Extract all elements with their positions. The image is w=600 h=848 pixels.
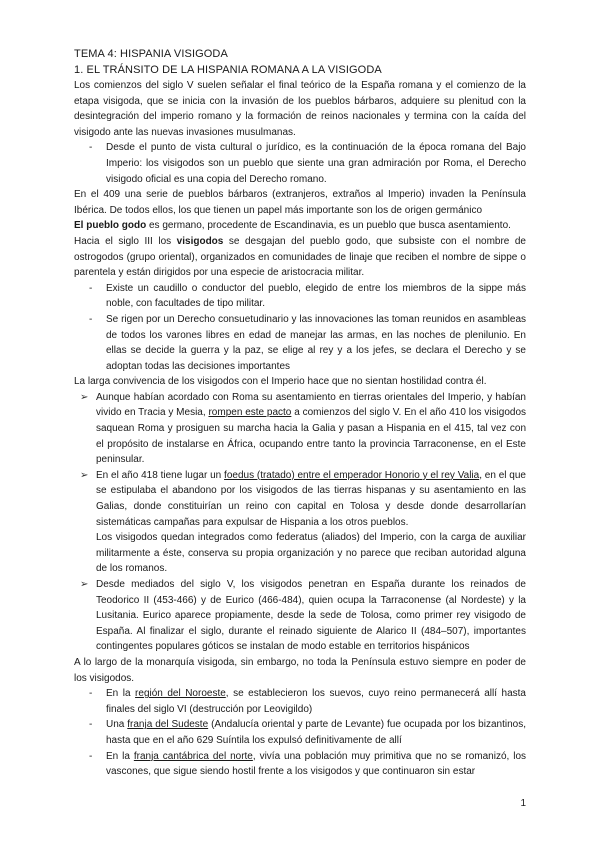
underlined-text: región del Noroeste [135, 688, 226, 700]
bold-term: El pueblo godo [74, 220, 147, 232]
arrow-list [74, 390, 526, 530]
underlined-text: foedus (tratado) entre el emperador Honorio y el rey Valia [224, 469, 480, 481]
paragraph-monarquia: A lo largo de la monarquía visigoda, sin embargo, no toda la Península estuvo siempre en poder de los visigodos. [74, 656, 526, 684]
dash-list-2 [74, 281, 526, 375]
underlined-text: franja cantábrica del norte [133, 750, 253, 762]
arrow-bullet-icon: ➢ [80, 579, 89, 590]
arrow-continuation: Los visigodos quedan integrados como federatus (aliados) del Imperio, con la carga de auxiliar militarmente a éste, conserva su propia organización y no parece que reciban autoridad alguna de los romanos. [96, 532, 526, 575]
document-title: TEMA 4: HISPANIA VISIGODA [74, 48, 228, 60]
underlined-text: rompen este pacto [208, 407, 292, 419]
paragraph-pueblo-godo: El pueblo godo es germano, procedente de Escandinavia, es un pueblo que busca asentamiento. [74, 220, 511, 232]
paragraph-visigodos: Hacia el siglo III los visigodos se desgajan del pueblo godo, que subsiste con el nombre de ostrogodos (grupo oriental), organizados en comunidades de linaje que reciben el nombre de sippe o parentela y están dirigidos por una especie de aristocracia militar. [74, 235, 526, 279]
arrow-list-2 [74, 577, 526, 655]
paragraph-409: En el 409 una serie de pueblos bárbaros (extranjeros, extraños al Imperio) invaden la Península Ibérica. De todos ellos, los que tienen un papel más importante son los de origen germánico [74, 189, 526, 216]
list-item: ➢ En el año 418 tiene lugar un foedus (tratado) entre el emperador Honorio y el rey Valia, en el que se estipulaba el abandono por los visigodos de las tierras hispanas y su asentamiento en las Galias, donde constituirían un reino con capital en Tolosa y desde donde desarrollarían sistemáticas campañas para expulsar de Hispania a los otros pueblos. [80, 469, 526, 528]
paragraph-intro: Los comienzos del siglo V suelen señalar el final teórico de la España romana y el comienzo de la etapa visigoda, que se inicia con la invasión de los pueblos bárbaros, adquiere su plenitud con la desintegración del imperio romano y la formación de reinos nacionales y termina con la caída del visigodo ante las nuevas invasiones musulmanas. [74, 80, 526, 138]
list-item: - Se rigen por un Derecho consuetudinario y las innovaciones las toman reunidos en asambleas de todos los varones libres en edad de manejar las armas, en las noches de plenilunio. En ellas se decide la guerra y la paz, se elige al rey y a los jefes, se declara el Derecho y se adoptan todas las decisiones importantes [74, 312, 526, 374]
list-item: ➢ Aunque habían acordado con Roma su asentamiento en tierras orientales del Imperio, y habían vivido en Tracia y Mesia, rompen este pacto a comienzos del siglo V. En el año 410 los visigodos saquean Roma y prosiguen su marcha hacia la Galia y pasan a Hispania en el 415, tal vez con el propósito de instalarse en África, ocupando entre tanto la provincia Tarraconense, en el Este peninsular. [80, 391, 527, 466]
list-item: - Existe un caudillo o conductor del pueblo, elegido de entre los miembros de la sippe más noble, con facultades de tipo militar. [74, 281, 526, 312]
bold-term: visigodos [176, 235, 224, 247]
arrow-bullet-icon: ➢ [80, 391, 89, 403]
paragraph-convivencia: La larga convivencia de los visigodos con el Imperio hace que no sientan hostilidad contra él. [74, 376, 487, 388]
arrow-bullet-icon: ➢ [80, 469, 89, 481]
list-item: - Desde el punto de vista cultural o jurídico, es la continuación de la época romana del Bajo Imperio: los visigodos son un pueblo que siente una gran admiración por Roma, el Derecho visigodo oficial es una copia del Derecho romano. [74, 140, 526, 187]
page-number: 1 [520, 798, 526, 809]
list-item: - En la región del Noroeste, se establecieron los suevos, cuyo reino permanecerá allí hasta finales del siglo VI (destrucción por Leovigildo) [74, 686, 526, 717]
list-item: ➢ Desde mediados del siglo V, los visigodos penetran en España durante los reinados de Teodorico II (453-466) y de Eurico (466-484), quien ocupa la Tarraconense (al Nordeste) y la Lusitania. Eurico aparece propiamente, desde la sede de Tolosa, como primer rey visigodo de España. Al finalizar el siglo, durante el reinado siguiente de Alarico II (484–507), importantes contingentes populares góticos se instalan de modo estable en territorios hispánicos [80, 579, 526, 653]
dash-list-3 [74, 686, 526, 780]
underlined-text: franja del Sudeste [127, 719, 209, 731]
list-item: - En la franja cantábrica del norte, vivía una población muy primitiva que no se romanizó, los vascones, que sigue siendo hostil frente a los visigodos y que continuaron sin estar [74, 749, 526, 780]
list-item: - Una franja del Sudeste (Andalucía oriental y parte de Levante) fue ocupada por los bizantinos, hasta que en el año 629 Suíntila los expulsó definitivamente de allí [74, 717, 526, 748]
dash-list-1 [74, 140, 526, 187]
section-heading: 1. EL TRÁNSITO DE LA HISPANIA ROMANA A LA VISIGODA [74, 64, 382, 76]
